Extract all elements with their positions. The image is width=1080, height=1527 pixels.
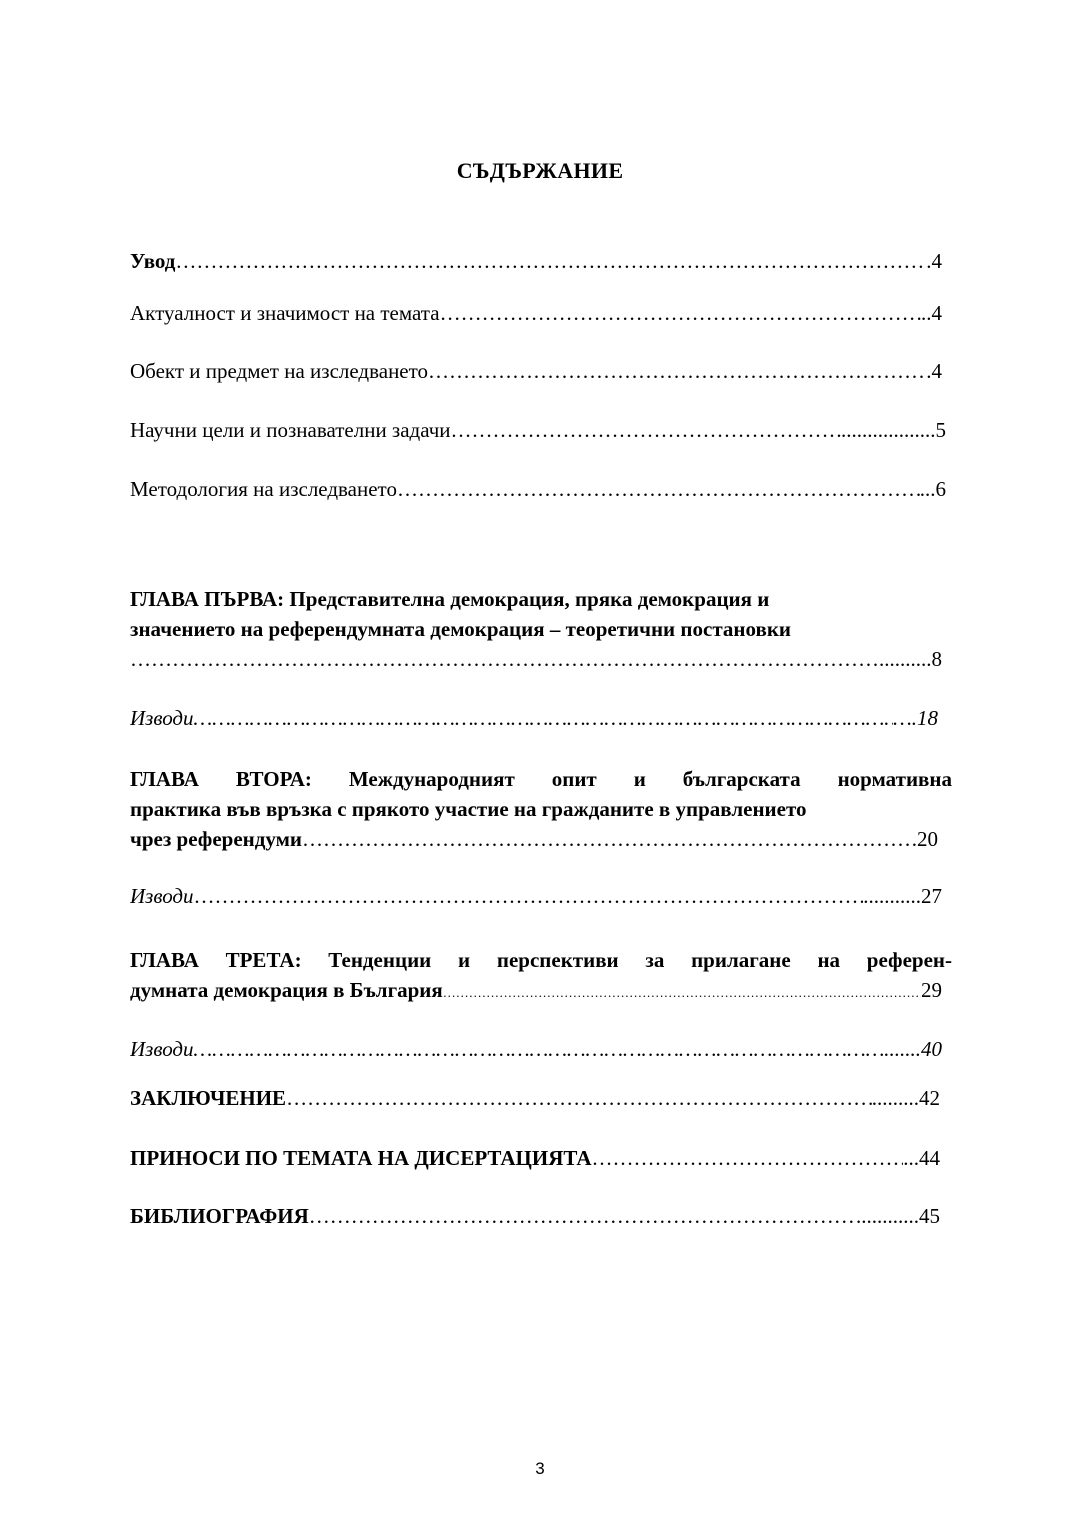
- toc-page-number: ......40: [889, 1037, 942, 1061]
- toc-entry-chapter-three[interactable]: [130, 945, 952, 1008]
- toc-page-number: ..4: [921, 301, 942, 325]
- toc-entry-conclusions-three[interactable]: [130, 1034, 942, 1064]
- dot-leader: [286, 1083, 872, 1113]
- toc-entry-label: Изводи: [130, 1037, 194, 1061]
- dot-leader: [428, 356, 926, 386]
- page-number: 3: [535, 1459, 545, 1478]
- dot-leader: [194, 881, 864, 911]
- toc-entry-conclusion[interactable]: [130, 1083, 940, 1113]
- dot-leader: [130, 644, 879, 674]
- toc-entry-bibliography[interactable]: [130, 1201, 940, 1231]
- page-title: СЪДЪРЖАНИЕ: [456, 158, 624, 183]
- dot-leader: [194, 1034, 890, 1064]
- chapter-title-line: ГЛАВА ПЪРВА: Представителна демокрация, пряка демокрация и: [130, 587, 770, 611]
- dot-leader: [440, 298, 921, 328]
- dot-leader: [592, 1143, 904, 1173]
- toc-entry-object[interactable]: [130, 356, 942, 386]
- toc-entry-chapter-one[interactable]: [130, 584, 942, 674]
- chapter-title-line: значението на референдумната демокрация – теоретични постановки: [130, 617, 792, 641]
- toc-entry-label: Увод: [130, 249, 176, 273]
- toc-page-number: ............45: [856, 1204, 940, 1228]
- dot-leader: [194, 703, 894, 733]
- toc-entry-contributions[interactable]: [130, 1143, 940, 1173]
- toc-page-number: ...44: [903, 1146, 940, 1170]
- chapter-title-line: думната демокрация в България: [130, 978, 443, 1002]
- chapter-title-line: ГЛАВА ВТОРА: Международният опит и българската нормативна: [130, 767, 952, 791]
- dot-leader: [451, 415, 841, 445]
- toc-entry-label: Научни цели и познавателни задачи: [130, 418, 451, 442]
- toc-entry-label: Обект и предмет на изследването: [130, 359, 429, 383]
- dot-leader: [302, 824, 912, 854]
- toc-page-number: ...6: [919, 477, 946, 501]
- toc-page-number: 29: [921, 978, 942, 1002]
- toc-entry-goals[interactable]: [130, 415, 946, 445]
- toc-entry-label: Актуалност и значимост на темата: [130, 301, 440, 325]
- toc-entry-chapter-two[interactable]: [130, 764, 952, 854]
- toc-entry-methodology[interactable]: [130, 474, 946, 504]
- toc-page-number: .4: [926, 249, 942, 273]
- dot-leader: [309, 1201, 856, 1231]
- toc-page-number: .20: [911, 827, 938, 851]
- dot-leader: [443, 978, 921, 1008]
- toc-page-number: .........42: [871, 1086, 940, 1110]
- toc-entry-conclusions-one[interactable]: [130, 703, 938, 733]
- toc-page-number: ...........27: [863, 884, 942, 908]
- toc-entry-conclusions-two[interactable]: [130, 881, 942, 911]
- toc-entry-introduction[interactable]: [130, 246, 942, 276]
- toc-entry-label: Изводи: [130, 884, 194, 908]
- toc-entry-relevance[interactable]: [130, 298, 942, 328]
- toc-page-number: ….18: [893, 706, 938, 730]
- chapter-title-line: чрез референдуми: [130, 827, 302, 851]
- toc-entry-label: Методология на изследването: [130, 477, 397, 501]
- chapter-title-line: ГЛАВА ТРЕТА: Тенденции и перспективи за прилагане на референ-: [130, 948, 952, 972]
- toc-page-number: ..................5: [841, 418, 946, 442]
- toc-entry-label: ЗАКЛЮЧЕНИЕ: [130, 1086, 287, 1110]
- toc-page-number: .4: [926, 359, 942, 383]
- toc-entry-label: Изводи: [130, 706, 194, 730]
- dot-leader: [397, 474, 920, 504]
- toc-page-number: ..........8: [879, 647, 942, 671]
- chapter-title-line: практика във връзка с прякото участие на гражданите в управлението: [130, 797, 807, 821]
- toc-entry-label: ПРИНОСИ ПО ТЕМАТА НА ДИСЕРТАЦИЯТА: [130, 1146, 592, 1170]
- dot-leader: [175, 246, 926, 276]
- toc-entry-label: БИБЛИОГРАФИЯ: [130, 1204, 309, 1228]
